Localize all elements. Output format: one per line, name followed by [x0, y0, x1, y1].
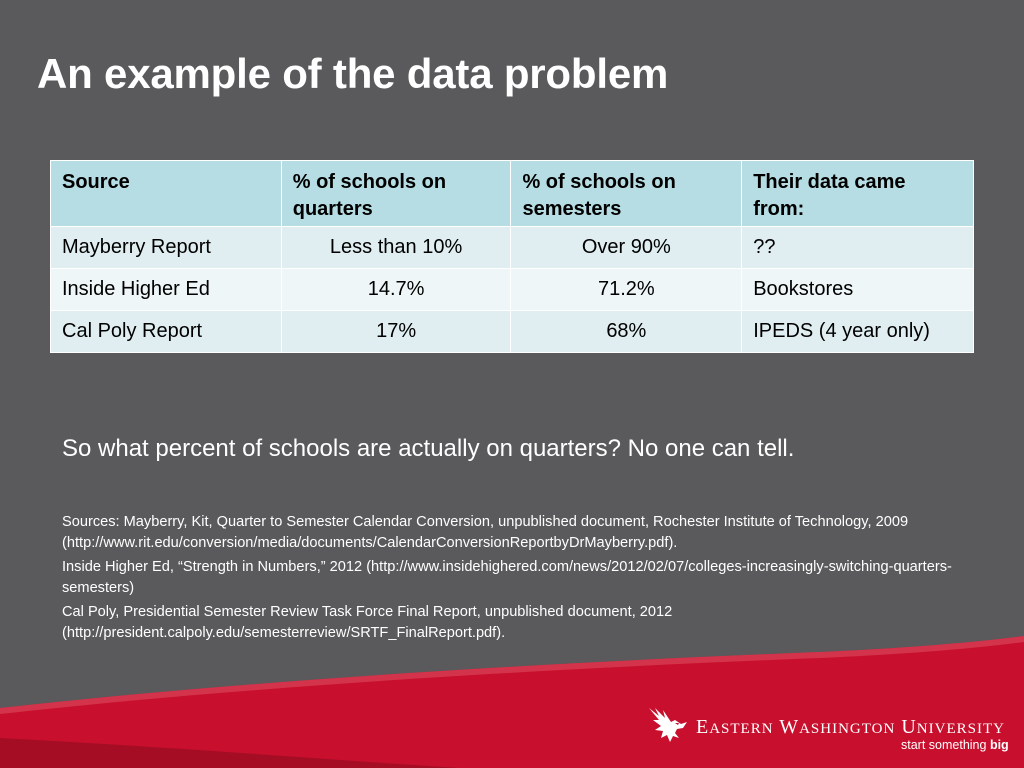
data-origin-cell: ?? [742, 227, 974, 269]
tagline-prefix: start something [901, 738, 987, 752]
slide-title: An example of the data problem [37, 50, 669, 97]
word1-rest: ASTERN [709, 721, 774, 737]
semesters-cell: 68% [511, 311, 742, 353]
quarters-cell: Less than 10% [281, 227, 511, 269]
word3-rest: NIVERSITY [916, 721, 1005, 737]
question-text: So what percent of schools are actually on quarters? No one can tell. [62, 435, 795, 462]
quarters-cell: 14.7% [281, 269, 511, 311]
quarters-cell: 17% [281, 311, 511, 353]
word1-initial: E [696, 716, 710, 738]
column-header-source: Source [51, 161, 282, 227]
source-citation: Inside Higher Ed, “Strength in Numbers,” 2012 (http://www.insidehighered.com/news/2012/02/07/colleges-increasingly-switching-quarters-semesters) [62, 559, 952, 596]
semesters-cell: 71.2% [511, 269, 742, 311]
source-cell: Mayberry Report [51, 227, 282, 269]
source-cell: Inside Higher Ed [51, 269, 282, 311]
source-citation: Sources: Mayberry, Kit, Quarter to Semester Calendar Conversion, unpublished document, Rochester Institute of Technology, 2009 (http://www.rit.edu/conversion/media/documents/CalendarConversionReportbyDrMayberry.pdf). [62, 514, 909, 551]
data-origin-cell: Bookstores [742, 269, 974, 311]
university-name [696, 716, 1005, 739]
eagle-icon [645, 702, 691, 748]
word3-initial: U [901, 716, 917, 738]
tagline [901, 738, 1009, 752]
source-cell: Cal Poly Report [51, 311, 282, 353]
column-header-data-origin: Their data came from: [742, 161, 974, 227]
source-citation: Cal Poly, Presidential Semester Review Task Force Final Report, unpublished document, 2012 (http://president.calpoly.edu/semesterreview/SRTF_FinalReport.pdf). [62, 604, 673, 641]
semesters-cell: Over 90% [511, 227, 742, 269]
word2-rest: ASHINGTON [799, 721, 896, 737]
column-header-semesters: % of schools on semesters [511, 161, 742, 227]
tagline-emphasis: big [989, 738, 1009, 752]
word2-initial: W [779, 716, 800, 738]
data-origin-cell: IPEDS (4 year only) [742, 311, 974, 353]
column-header-quarters: % of schools on quarters [281, 161, 511, 227]
